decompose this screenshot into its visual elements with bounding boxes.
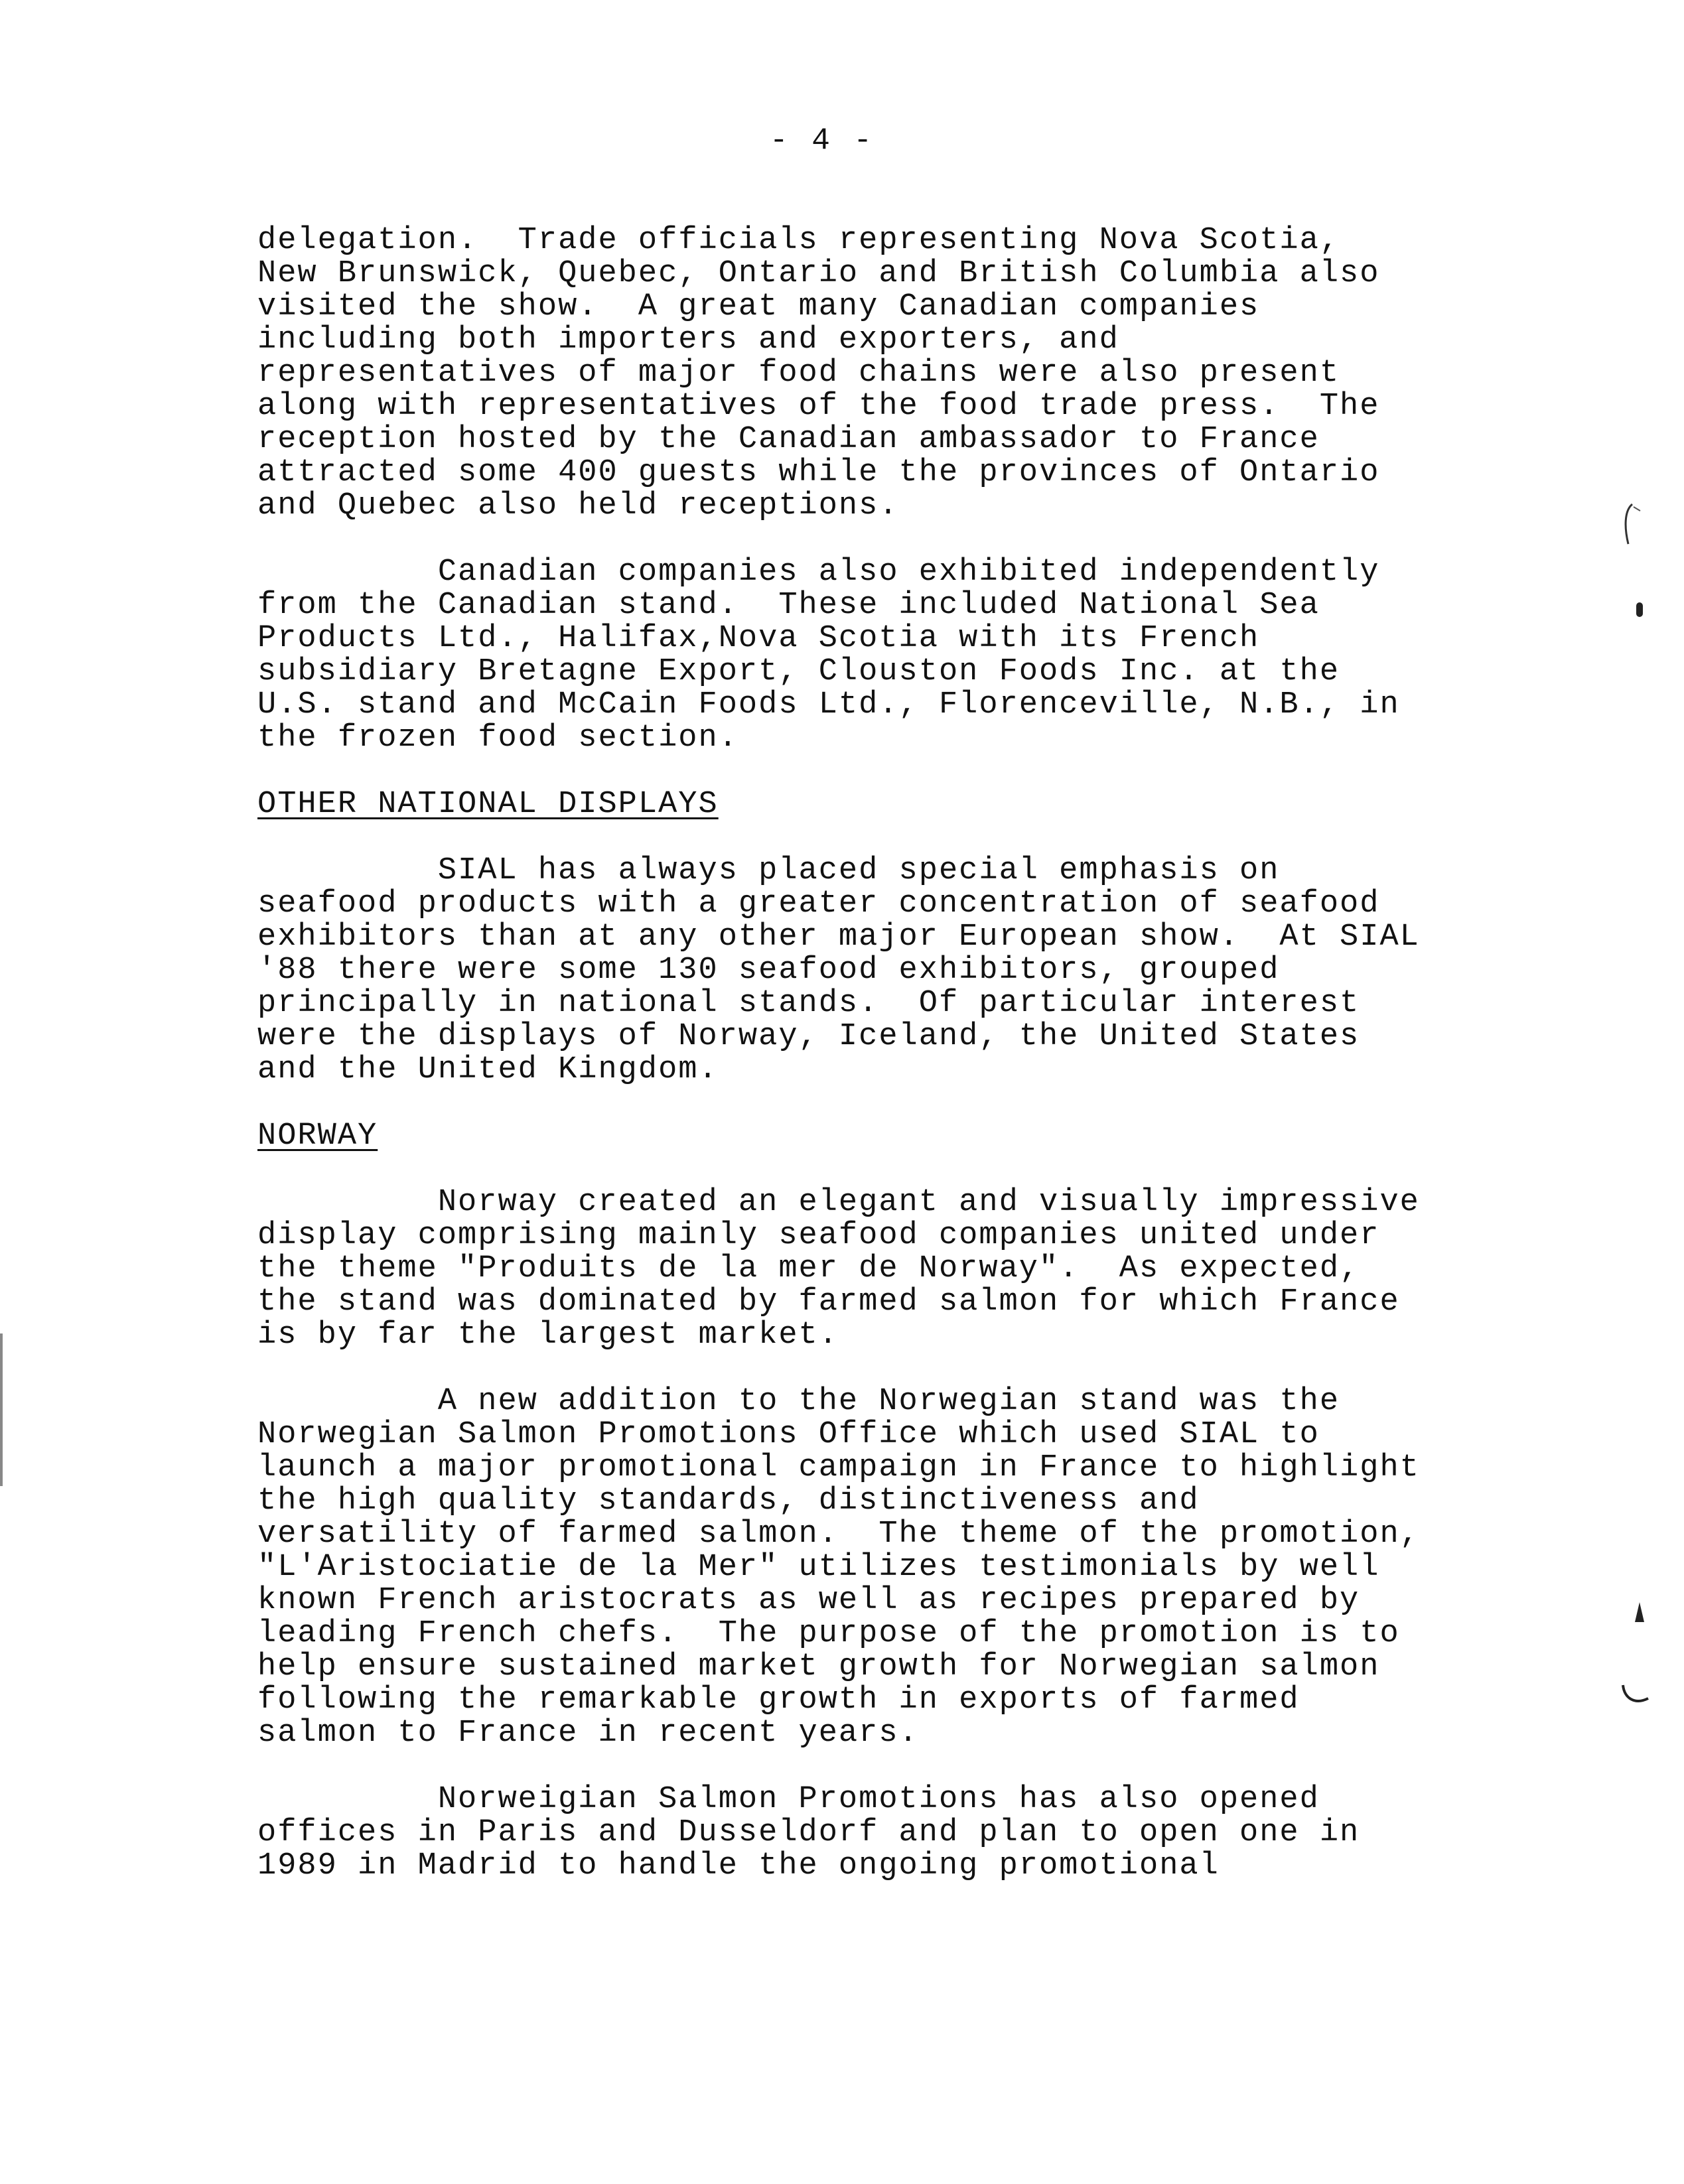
text-line: Canadian companies also exhibited independently [257, 555, 1380, 590]
text-line: attracted some 400 guests while the provinces of Ontario [257, 455, 1380, 490]
scan-dot-icon [1636, 602, 1643, 617]
scan-mark-icon [1619, 498, 1646, 551]
document-body [257, 224, 1452, 1883]
text-line: SIAL has always placed special emphasis on [257, 853, 1280, 888]
text-line: the high quality standards, distinctiveness and [257, 1483, 1200, 1519]
text-line: seafood products with a greater concentration of seafood [257, 886, 1380, 921]
text-line: New Brunswick, Quebec, Ontario and British Columbia also [257, 256, 1380, 291]
text-line: reception hosted by the Canadian ambassador to France [257, 422, 1320, 457]
text-line: delegation. Trade officials representing Nova Scotia, [257, 223, 1340, 258]
text-line: Products Ltd., Halifax,Nova Scotia with its French [257, 621, 1260, 656]
text-line: subsidiary Bretagne Export, Clouston Foods Inc. at the [257, 654, 1340, 689]
text-line: "L'Aristociatie de la Mer" utilizes testimonials by well [257, 1550, 1380, 1585]
page-number: - 4 - [770, 123, 875, 158]
text-line: 1989 in Madrid to handle the ongoing promotional [257, 1848, 1220, 1883]
text-line: the stand was dominated by farmed salmon for which France [257, 1284, 1400, 1320]
text-line: '88 there were some 130 seafood exhibitors, grouped [257, 953, 1280, 988]
text-line: A new addition to the Norwegian stand was the [257, 1384, 1340, 1419]
section-heading: OTHER NATIONAL DISPLAYS [257, 787, 719, 822]
text-line: along with representatives of the food trade press. The [257, 389, 1380, 424]
text-line: salmon to France in recent years. [257, 1716, 919, 1751]
paragraph-canadian-companies [257, 556, 1452, 755]
text-line: and Quebec also held receptions. [257, 488, 899, 523]
text-line: is by far the largest market. [257, 1318, 839, 1353]
paragraph-offices-opened [257, 1783, 1452, 1883]
paragraph-delegation [257, 224, 1452, 523]
section-norway [257, 1120, 1452, 1883]
text-line: including both importers and exporters, and [257, 322, 1119, 358]
text-line: principally in national stands. Of particular interest [257, 986, 1360, 1021]
text-line: exhibitors than at any other major European show. At SIAL [257, 920, 1420, 955]
text-line: representatives of major food chains were also present [257, 356, 1340, 391]
text-line: display comprising mainly seafood companies united under [257, 1218, 1380, 1253]
text-line: were the displays of Norway, Iceland, the United States [257, 1019, 1360, 1054]
text-line: Norweigian Salmon Promotions has also opened [257, 1782, 1320, 1817]
section-heading: NORWAY [257, 1119, 378, 1154]
section-other-national-displays [257, 788, 1452, 1087]
text-line: Norway created an elegant and visually impressive [257, 1185, 1420, 1220]
text-line: the frozen food section. [257, 720, 738, 756]
scan-mark-icon [1619, 1678, 1652, 1712]
text-line: visited the show. A great many Canadian companies [257, 289, 1260, 324]
scan-edge-shadow [0, 1333, 3, 1486]
text-line: offices in Paris and Dusseldorf and plan to open one in [257, 1815, 1360, 1850]
text-line: leading French chefs. The purpose of the promotion is to [257, 1616, 1400, 1651]
text-line: launch a major promotional campaign in France to highlight [257, 1450, 1420, 1485]
scan-mark-icon [1630, 1599, 1649, 1625]
text-line: from the Canadian stand. These included National Sea [257, 588, 1320, 623]
text-line: Norwegian Salmon Promotions Office which used SIAL to [257, 1417, 1320, 1452]
text-line: U.S. stand and McCain Foods Ltd., Florenceville, N.B., in [257, 687, 1400, 722]
paragraph-norway-display [257, 1186, 1452, 1352]
text-line: help ensure sustained market growth for Norwegian salmon [257, 1649, 1380, 1684]
text-line: versatility of farmed salmon. The theme of the promotion, [257, 1517, 1420, 1552]
paragraph-salmon-promotions-office [257, 1385, 1452, 1750]
text-line: the theme "Produits de la mer de Norway". As expected, [257, 1251, 1360, 1286]
text-line: and the United Kingdom. [257, 1052, 719, 1087]
text-line: known French aristocrats as well as recipes prepared by [257, 1583, 1360, 1618]
text-line: following the remarkable growth in exports of farmed [257, 1682, 1300, 1718]
